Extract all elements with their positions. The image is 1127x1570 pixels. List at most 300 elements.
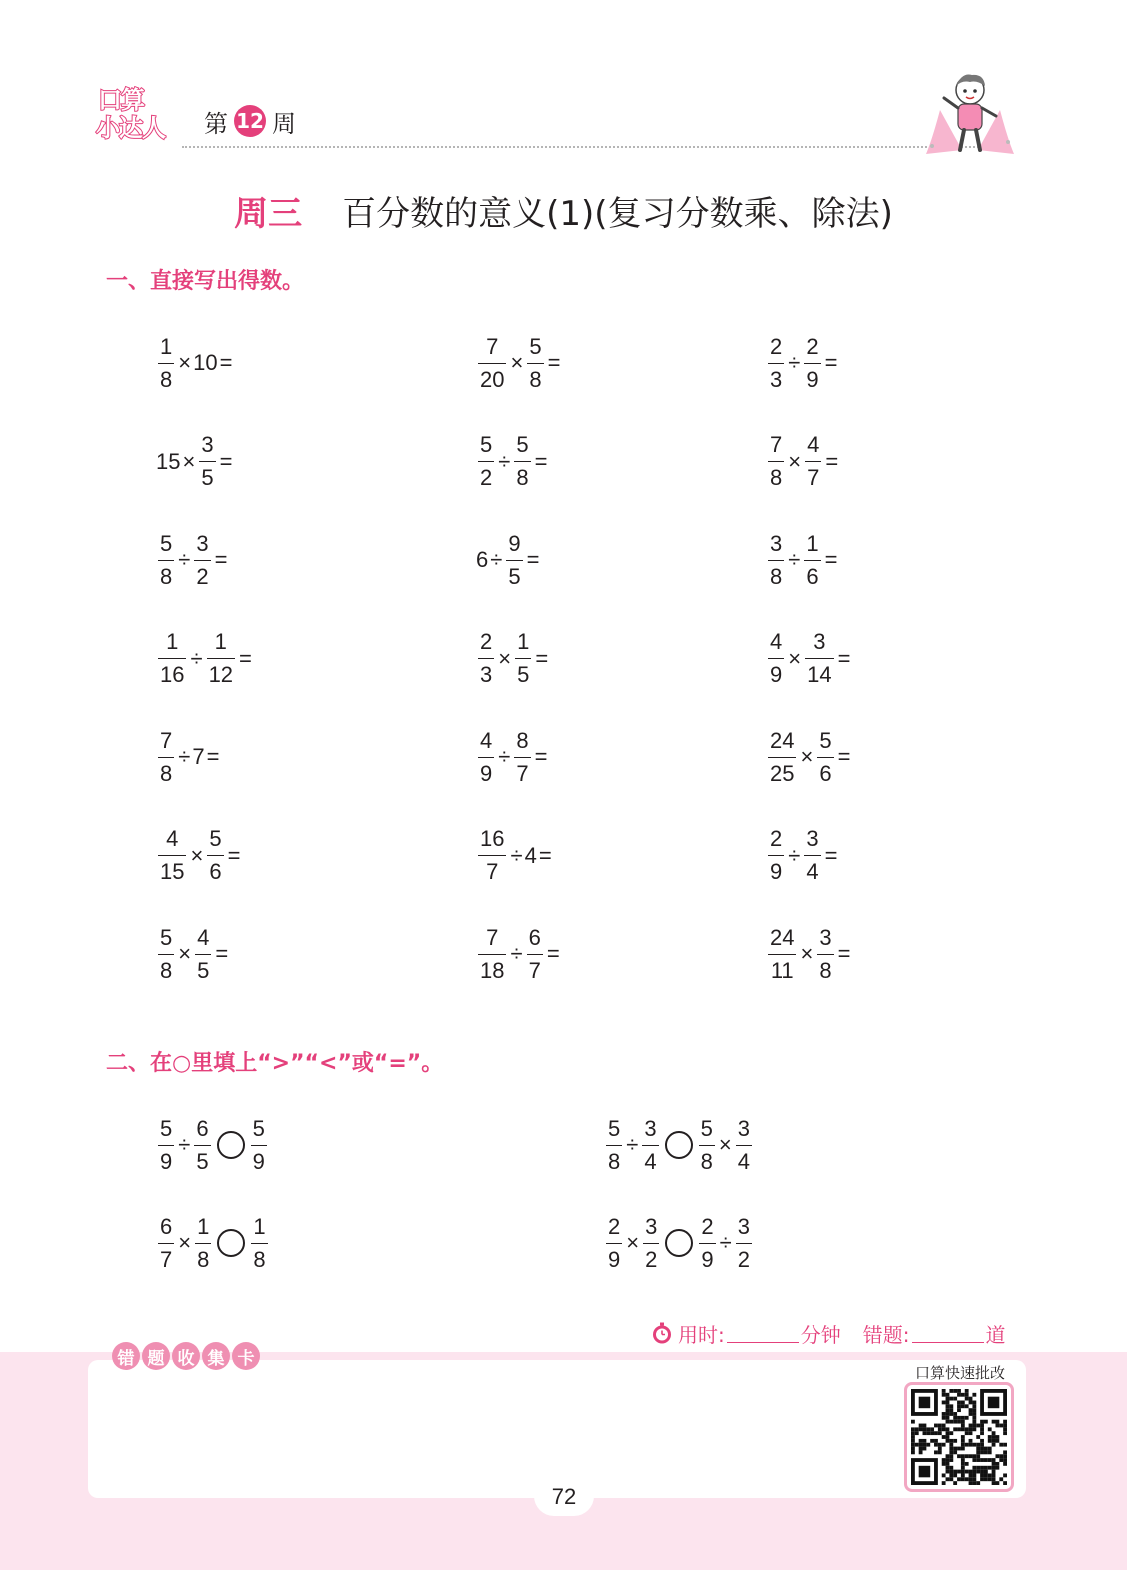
numerator: 1 (160, 333, 173, 359)
expression (476, 823, 554, 889)
qr-code-icon[interactable] (911, 1389, 1007, 1485)
denominator: 25 (770, 760, 795, 786)
operator: ÷ (178, 1132, 191, 1157)
whole-number: 7 (192, 744, 205, 769)
numerator: 4 (197, 924, 210, 950)
denominator: 12 (208, 662, 234, 687)
fraction (527, 925, 543, 984)
operator: × (178, 350, 192, 375)
operator: ÷ (788, 350, 801, 375)
fraction (642, 1116, 658, 1175)
operator: = (538, 842, 552, 868)
fraction-bar (515, 658, 531, 659)
fraction (699, 1214, 715, 1273)
numerator: 8 (516, 727, 529, 753)
numerator: 24 (770, 924, 795, 950)
fraction (199, 432, 215, 491)
fraction (736, 1214, 752, 1273)
fraction (251, 1116, 267, 1175)
fraction (478, 432, 494, 491)
expression (766, 527, 839, 593)
expression (156, 626, 254, 692)
comparison-circle[interactable] (665, 1229, 693, 1257)
expression (476, 330, 562, 396)
denominator: 5 (196, 1148, 209, 1174)
denominator: 8 (160, 563, 173, 589)
operator: ÷ (178, 547, 191, 572)
fraction-bar (606, 1243, 622, 1244)
section1-heading: 一、直接写出得数。 (106, 269, 305, 294)
whole-number: 6 (476, 547, 489, 572)
fraction-bar (194, 560, 210, 561)
numerator: 2 (806, 333, 819, 359)
operator: = (547, 350, 561, 375)
fraction (817, 925, 833, 984)
denominator: 7 (486, 859, 499, 884)
fraction-bar (699, 1145, 715, 1146)
errors-unit: 道 (985, 1322, 1006, 1347)
denominator: 9 (252, 1148, 265, 1174)
fraction (478, 925, 506, 984)
fraction (606, 1116, 622, 1175)
numerator: 3 (201, 432, 214, 457)
numerator: 5 (608, 1115, 621, 1141)
expression (156, 527, 229, 593)
operator: ÷ (626, 1132, 639, 1157)
fraction-bar (251, 1145, 267, 1146)
operator: = (535, 645, 549, 671)
operator: × (626, 1230, 640, 1255)
operator: = (546, 941, 560, 966)
numerator: 5 (209, 826, 222, 851)
week-prefix: 第 (204, 109, 228, 138)
fraction (514, 432, 530, 491)
operator: ÷ (788, 842, 801, 868)
fraction (207, 629, 235, 688)
operator: = (219, 448, 233, 474)
errors-blank[interactable] (912, 1324, 984, 1343)
fraction-bar (768, 658, 784, 659)
fraction (158, 334, 174, 393)
fraction (195, 1214, 211, 1273)
numerator: 6 (528, 924, 541, 950)
numerator: 5 (700, 1115, 713, 1141)
denominator: 4 (644, 1148, 657, 1174)
fraction (158, 629, 186, 688)
numerator: 3 (645, 1213, 658, 1239)
fraction (158, 728, 174, 787)
denominator: 4 (737, 1148, 750, 1174)
denominator: 8 (700, 1148, 713, 1174)
expression (476, 724, 549, 790)
operator: ÷ (490, 547, 503, 572)
card-char-2: 题 (142, 1342, 170, 1370)
expression (156, 330, 234, 396)
fraction-bar (768, 461, 784, 462)
fraction-bar (514, 461, 530, 462)
fraction (478, 334, 506, 393)
operator: × (178, 941, 192, 966)
fraction (804, 826, 820, 885)
fraction-bar (478, 461, 494, 462)
numerator: 5 (160, 1115, 173, 1141)
whole-number: 15 (156, 448, 181, 474)
fraction-bar (768, 855, 784, 856)
denominator: 8 (770, 563, 783, 589)
comparison-circle[interactable] (217, 1131, 245, 1159)
fraction-bar (804, 560, 820, 561)
fraction (158, 1116, 174, 1175)
stopwatch-icon (650, 1321, 674, 1345)
fraction (805, 432, 821, 491)
expression (476, 921, 562, 987)
denominator: 9 (770, 662, 783, 687)
fraction (768, 826, 784, 885)
operator: = (837, 744, 851, 769)
fraction (768, 432, 784, 491)
operator: = (837, 645, 851, 671)
operator: = (534, 744, 548, 769)
denominator: 7 (160, 1246, 173, 1272)
denominator: 8 (770, 465, 783, 490)
fraction-bar (194, 1145, 210, 1146)
fraction (805, 629, 833, 688)
fraction (158, 531, 174, 590)
fraction-bar (478, 658, 494, 659)
denominator: 8 (160, 957, 173, 983)
denominator: 3 (770, 366, 783, 392)
denominator: 9 (770, 859, 783, 884)
fraction (768, 728, 796, 787)
denominator: 16 (160, 662, 185, 687)
fraction-bar (207, 658, 235, 659)
numerator: 5 (480, 432, 493, 457)
denominator: 8 (819, 957, 832, 983)
operator: × (800, 744, 814, 769)
week-number-badge: 12 (234, 105, 266, 137)
fraction (643, 1214, 659, 1273)
numerator: 3 (813, 629, 826, 654)
operator: ÷ (498, 448, 511, 474)
fraction-bar (736, 1145, 752, 1146)
denominator: 7 (516, 760, 529, 786)
fraction (736, 1116, 752, 1175)
denominator: 2 (645, 1246, 658, 1272)
fraction-bar (804, 855, 820, 856)
fraction (158, 826, 186, 885)
card-char-3: 收 (172, 1342, 200, 1370)
numerator: 3 (806, 826, 819, 851)
title-day: 周三 (234, 194, 303, 234)
expression (766, 429, 840, 495)
errors-label: 错题: (862, 1322, 910, 1347)
fraction-bar (606, 1145, 622, 1146)
time-tracker (650, 1318, 1006, 1348)
denominator: 6 (806, 563, 819, 589)
operator: ÷ (788, 547, 801, 572)
numerator: 3 (737, 1115, 750, 1141)
fraction (768, 334, 784, 393)
operator: = (214, 547, 228, 572)
numerator: 3 (770, 530, 783, 556)
fraction (506, 531, 522, 590)
denominator: 15 (160, 859, 185, 884)
numerator: 5 (160, 924, 173, 950)
denominator: 9 (160, 1148, 173, 1174)
fraction-bar (527, 363, 543, 364)
fraction-bar (158, 1243, 174, 1244)
numerator: 16 (480, 826, 505, 851)
fraction-bar (768, 363, 784, 364)
fraction-bar (158, 855, 186, 856)
operator: = (227, 842, 241, 868)
expression (766, 724, 852, 790)
operator: × (788, 645, 802, 671)
numerator: 7 (486, 333, 499, 359)
fraction (158, 925, 174, 984)
operator: = (534, 448, 548, 474)
denominator: 9 (701, 1246, 714, 1272)
operator: × (788, 448, 802, 474)
denominator: 8 (160, 760, 173, 786)
operator: = (526, 547, 540, 572)
denominator: 6 (209, 859, 222, 884)
page-title (0, 186, 1127, 235)
denominator: 5 (517, 662, 530, 687)
denominator: 5 (508, 563, 521, 589)
fraction-bar (251, 1243, 267, 1244)
fraction (478, 629, 494, 688)
fraction (251, 1214, 267, 1273)
fraction-bar (158, 560, 174, 561)
fraction-bar (158, 1145, 174, 1146)
card-char-5: 卡 (232, 1342, 260, 1370)
fraction-bar (643, 1243, 659, 1244)
fraction-bar (768, 560, 784, 561)
numerator: 4 (770, 629, 783, 654)
denominator: 2 (737, 1246, 750, 1272)
denominator: 8 (608, 1148, 621, 1174)
numerator: 1 (197, 1213, 210, 1239)
whole-number: 4 (524, 842, 537, 868)
denominator: 8 (516, 465, 529, 490)
operator: = (825, 448, 839, 474)
qr-block (900, 1362, 1020, 1494)
fraction-bar (804, 363, 820, 364)
fraction (194, 1116, 210, 1175)
fraction-bar (195, 1243, 211, 1244)
numerator: 2 (770, 826, 783, 851)
fraction (768, 925, 796, 984)
time-blank[interactable] (727, 1324, 799, 1343)
fraction (804, 334, 820, 393)
operator: ÷ (178, 744, 191, 769)
numerator: 5 (160, 530, 173, 556)
numerator: 9 (508, 530, 521, 556)
fraction-bar (817, 757, 833, 758)
operator: × (510, 350, 524, 375)
numerator: 1 (253, 1213, 266, 1239)
numerator: 7 (160, 727, 173, 753)
header-divider (182, 146, 1010, 148)
fraction-bar (768, 954, 796, 955)
expression (156, 724, 221, 790)
section2-heading: 二、在○里填上“>”“<”或“=”。 (106, 1051, 444, 1076)
numerator: 2 (480, 629, 493, 654)
page-number-badge (534, 1476, 594, 1516)
numerator: 7 (486, 924, 499, 950)
operator: = (824, 350, 838, 375)
fraction-bar (158, 363, 174, 364)
operator: = (824, 547, 838, 572)
fraction-bar (805, 658, 833, 659)
fraction (768, 629, 784, 688)
expression (476, 429, 549, 495)
operator: = (824, 842, 838, 868)
time-unit: 分钟 (800, 1322, 841, 1347)
denominator: 8 (253, 1246, 266, 1272)
operator: × (182, 448, 196, 474)
operator: ÷ (510, 842, 523, 868)
denominator: 8 (197, 1246, 210, 1272)
fraction-bar (527, 954, 543, 955)
denominator: 8 (160, 366, 173, 392)
fraction (527, 334, 543, 393)
numerator: 3 (819, 924, 832, 950)
numerator: 2 (701, 1213, 714, 1239)
operator: = (215, 941, 229, 966)
logo-line-1: 口算 (98, 86, 144, 114)
operator: = (219, 350, 233, 375)
operator: ÷ (190, 645, 203, 671)
expression (766, 626, 852, 692)
expression (476, 626, 550, 692)
denominator: 9 (480, 760, 493, 786)
fraction-bar (478, 363, 506, 364)
operator: × (498, 645, 512, 671)
fraction-bar (158, 757, 174, 758)
comparison-circle[interactable] (217, 1229, 245, 1257)
operator: = (206, 744, 220, 769)
qr-frame (904, 1382, 1014, 1492)
week-suffix: 周 (272, 109, 296, 138)
numerator: 1 (806, 530, 819, 556)
week-indicator (204, 104, 296, 138)
qr-label: 口算快速批改 (914, 1364, 1005, 1382)
numerator: 4 (807, 432, 820, 457)
expression (766, 330, 839, 396)
numerator: 5 (252, 1115, 265, 1141)
fraction-bar (199, 461, 215, 462)
numerator: 3 (644, 1115, 657, 1141)
denominator: 8 (529, 366, 542, 392)
operator: ÷ (510, 941, 523, 966)
fraction-bar (768, 757, 796, 758)
time-label: 用时: (678, 1322, 725, 1347)
fraction (699, 1116, 715, 1175)
numerator: 7 (770, 432, 783, 457)
comparison-circle[interactable] (665, 1131, 693, 1159)
fraction-bar (478, 954, 506, 955)
numerator: 4 (480, 727, 493, 753)
denominator: 9 (806, 366, 819, 392)
fraction (515, 629, 531, 688)
numerator: 3 (196, 530, 209, 556)
numerator: 2 (608, 1213, 621, 1239)
fraction-bar (514, 757, 530, 758)
card-char-1: 错 (112, 1342, 140, 1370)
title-topic: 百分数的意义(1)(复习分数乘、除法) (342, 194, 893, 234)
denominator: 14 (807, 662, 832, 687)
denominator: 11 (770, 957, 794, 983)
fraction-bar (478, 757, 494, 758)
fraction-bar (805, 461, 821, 462)
fraction-bar (736, 1243, 752, 1244)
numerator: 1 (214, 629, 227, 654)
operator: ÷ (498, 744, 511, 769)
fraction-bar (158, 658, 186, 659)
whole-number: 10 (193, 350, 218, 375)
fraction (478, 728, 494, 787)
denominator: 7 (528, 957, 541, 983)
numerator: 24 (770, 727, 795, 753)
brand-logo (96, 86, 180, 148)
fraction (195, 925, 211, 984)
operator: × (178, 1230, 192, 1255)
operator: = (837, 941, 851, 966)
fraction (514, 728, 530, 787)
expression (156, 823, 242, 889)
logo-line-2: 小达人 (96, 114, 165, 142)
expression (766, 823, 839, 889)
fraction (207, 826, 223, 885)
operator: ÷ (719, 1230, 732, 1255)
superhero-kid-mascot-icon (922, 70, 1017, 158)
numerator: 2 (770, 333, 783, 359)
expression (604, 1112, 754, 1178)
numerator: 1 (517, 629, 530, 654)
expression (604, 1210, 754, 1276)
numerator: 4 (166, 826, 179, 851)
expression (766, 921, 852, 987)
denominator: 6 (819, 760, 832, 786)
fraction (606, 1214, 622, 1273)
expression (476, 527, 541, 593)
denominator: 4 (806, 859, 819, 884)
numerator: 6 (196, 1115, 209, 1141)
expression (156, 921, 230, 987)
fraction-bar (817, 954, 833, 955)
fraction-bar (158, 954, 174, 955)
denominator: 9 (608, 1246, 621, 1272)
expression (156, 1210, 270, 1276)
operator: × (800, 941, 814, 966)
fraction-bar (478, 855, 506, 856)
card-char-4: 集 (202, 1342, 230, 1370)
page-number: 72 (551, 1484, 577, 1509)
denominator: 7 (807, 465, 820, 490)
operator: = (239, 645, 252, 671)
numerator: 6 (160, 1213, 173, 1239)
operator: × (718, 1132, 732, 1157)
fraction (194, 531, 210, 590)
operator: × (190, 842, 204, 868)
fraction-bar (699, 1243, 715, 1244)
fraction (158, 1214, 174, 1273)
fraction-bar (207, 855, 223, 856)
numerator: 5 (529, 333, 542, 359)
fraction-bar (642, 1145, 658, 1146)
